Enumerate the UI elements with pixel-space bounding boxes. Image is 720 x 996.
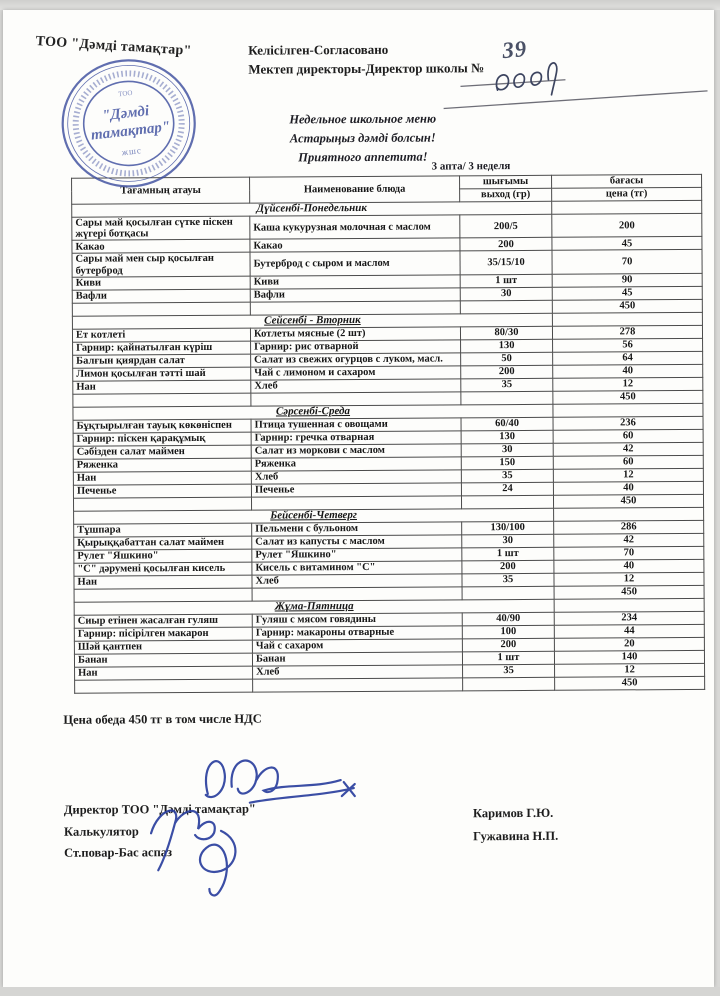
- dish-name-ru: Хлеб: [253, 665, 463, 679]
- output-value: 130: [461, 339, 553, 353]
- output-value: 1 шт: [460, 274, 552, 288]
- empty-cell: [73, 393, 251, 407]
- dish-name-ru: Каша кукурузная молочная с маслом: [250, 215, 460, 240]
- price-value: 45: [552, 237, 702, 251]
- empty-cell: [250, 301, 460, 315]
- dish-name-kk: Рулет "Яшкино": [74, 549, 252, 563]
- dish-name-ru: Гарнир: макароны отварные: [252, 626, 462, 640]
- company-name: ТОО "Дәмді тамақтар": [35, 33, 193, 59]
- dish-name-ru: Хлеб: [251, 379, 461, 393]
- day-total-value: 450: [554, 585, 704, 599]
- col-header-output-kk: шығымы: [460, 175, 552, 189]
- dish-name-kk: Бұқтырылған тауық көкөніспен: [73, 419, 251, 433]
- day-header: Сейсенбі - Вторник: [72, 313, 552, 329]
- col-header-output-ru: выход (гр): [460, 188, 552, 202]
- empty-cell: [74, 588, 252, 602]
- output-value: 80/30: [460, 326, 552, 340]
- price-value: 234: [554, 611, 704, 625]
- dish-name-kk: Банан: [74, 653, 252, 667]
- output-value: 130: [461, 430, 553, 444]
- output-value: 50: [461, 352, 553, 366]
- empty-cell: [253, 678, 463, 692]
- price-value: 12: [555, 663, 705, 677]
- dish-name-ru: Бутерброд с сыром и маслом: [250, 251, 460, 276]
- empty-cell: [251, 392, 461, 406]
- signatory-role-calculator: Калькулятор: [63, 823, 139, 839]
- dish-name-kk: Сары май қосылған сүтке піскен жүгері ботқасы: [72, 216, 250, 241]
- day-header: Бейсенбі-Четверг: [74, 508, 554, 524]
- stamp-center-line1: "Дәмді: [101, 103, 150, 125]
- day-total-value: 450: [553, 494, 703, 508]
- signatory-role-director: Директор ТОО "Дәмді тамақтар": [63, 801, 256, 817]
- output-value: 100: [462, 625, 554, 639]
- wish-ru: Приятного аппетита!: [298, 149, 428, 165]
- output-value: 40/90: [462, 612, 554, 626]
- output-value: 200/5: [460, 214, 552, 238]
- price-value: 40: [553, 481, 703, 495]
- output-value: 35: [461, 378, 553, 392]
- output-value: 30: [461, 443, 553, 457]
- signatory-name-karimov: Каримов Г.Ю.: [472, 805, 554, 821]
- handwritten-school-number: 39: [501, 35, 529, 64]
- day-header: Сәрсенбі-Среда: [73, 404, 553, 420]
- dish-name-kk: Печенье: [73, 484, 251, 498]
- day-total-row: [75, 676, 705, 693]
- dish-name-kk: Лимон қосылған тәтті шай: [73, 367, 251, 381]
- dish-name-ru: Салат из моркови с маслом: [251, 444, 461, 458]
- output-value: 30: [462, 534, 554, 548]
- dish-name-ru: Банан: [252, 652, 462, 666]
- output-value: 35: [461, 469, 553, 483]
- approval-line-2: Мектеп директоры-Директор школы №: [248, 60, 485, 77]
- price-value: 56: [553, 338, 703, 352]
- dish-name-kk: Нан: [73, 471, 251, 485]
- empty-cell: [460, 300, 552, 314]
- dish-name-ru: Чай с лимоном и сахаром: [251, 366, 461, 380]
- menu-title: Недельное школьное меню: [289, 111, 437, 127]
- day-header: Дүйсенбі-Понедельник: [72, 201, 552, 217]
- col-header-price-kk: бағасы: [552, 174, 702, 188]
- dish-name-ru: Какао: [250, 238, 460, 252]
- day-header: Жұма-Пятница: [74, 599, 554, 615]
- output-value: 130/100: [462, 521, 554, 535]
- empty-cell: [75, 679, 253, 693]
- document-content: [0, 8, 717, 989]
- dish-name-ru: Чай с сахаром: [252, 639, 462, 653]
- dish-name-ru: Печенье: [251, 483, 461, 497]
- company-stamp: [56, 55, 203, 196]
- empty-cell: [252, 587, 462, 601]
- price-value: 278: [552, 325, 702, 339]
- price-value: 12: [553, 377, 703, 391]
- output-value: 24: [461, 482, 553, 496]
- price-value: 140: [554, 650, 704, 664]
- price-value: 40: [554, 559, 704, 573]
- price-value: 64: [553, 351, 703, 365]
- price-value: 12: [553, 468, 703, 482]
- dish-name-ru: Салат из свежих огурцов с луком, масл.: [251, 353, 461, 367]
- dish-name-kk: Ет котлеті: [72, 328, 250, 342]
- price-value: 236: [553, 416, 703, 430]
- price-value: 90: [552, 273, 702, 287]
- col-header-price-ru: цена (тг): [552, 187, 702, 201]
- paper-page: [3, 10, 714, 987]
- day-total-value: 450: [555, 676, 705, 690]
- dish-name-ru: Хлеб: [251, 470, 461, 484]
- dish-name-kk: Балғын қиярдан салат: [73, 354, 251, 368]
- output-value: 200: [461, 365, 553, 379]
- dish-name-kk: Нан: [73, 380, 251, 394]
- empty-cell: [251, 496, 461, 510]
- approval-line-1: Келісілген-Согласовано: [248, 41, 389, 58]
- col-header-dish-kk: Тағамның атауы: [72, 177, 250, 204]
- output-value: 60/40: [461, 417, 553, 431]
- stamp-form-text: жшс: [121, 145, 143, 158]
- signatory-name-guzhavina: Гужавина Н.П.: [473, 828, 559, 843]
- output-value: 200: [462, 638, 554, 652]
- output-value: 1 шт: [462, 547, 554, 561]
- price-value: 12: [554, 572, 704, 586]
- dish-name-kk: Вафли: [72, 289, 250, 303]
- dish-name-kk: Сары май мен сыр қосылған бутерброд: [72, 253, 250, 278]
- output-value: 150: [461, 456, 553, 470]
- menu-table-body: [72, 200, 705, 693]
- col-header-dish-ru: Наименование блюда: [250, 176, 460, 203]
- signatory-names: [473, 802, 558, 848]
- dish-name-kk: Тұшпара: [74, 523, 252, 537]
- dish-name-kk: Нан: [75, 666, 253, 680]
- dish-name-kk: Шәй қантпен: [74, 640, 252, 654]
- empty-cell: [461, 391, 553, 405]
- empty-cell: [462, 586, 554, 600]
- empty-cell: [73, 497, 251, 511]
- output-value: 35/15/10: [460, 251, 552, 275]
- price-value: 42: [553, 442, 703, 456]
- menu-titles: [211, 109, 515, 168]
- day-total-value: 450: [553, 390, 703, 404]
- price-value: 45: [552, 286, 702, 300]
- dish-name-ru: Салат из капусты с маслом: [252, 535, 462, 549]
- empty-cell: [552, 200, 702, 214]
- dish-name-ru: Котлеты мясные (2 шт): [250, 327, 460, 341]
- dish-name-kk: Қырыққабаттан салат маймен: [74, 536, 252, 550]
- price-note: Цена обеда 450 тг в том числе НДС: [63, 711, 262, 727]
- dish-name-kk: Сәбізден салат маймен: [73, 445, 251, 459]
- empty-cell: [72, 302, 250, 316]
- price-value: 286: [554, 520, 704, 534]
- dish-name-kk: Какао: [72, 240, 250, 254]
- week-label: 3 апта/ 3 неделя: [431, 160, 511, 173]
- dish-name-ru: Пельмени с бульоном: [252, 522, 462, 536]
- dish-name-ru: Хлеб: [252, 574, 462, 588]
- dish-name-kk: Гарнир: пісірілген макарон: [74, 627, 252, 641]
- empty-cell: [463, 677, 555, 691]
- day-total-value: 450: [552, 299, 702, 313]
- dish-name-ru: Вафли: [250, 288, 460, 302]
- dish-name-ru: Гарнир: рис отварной: [251, 340, 461, 354]
- price-value: 70: [552, 250, 702, 274]
- scan-edge-bottom: [0, 987, 720, 996]
- price-value: 44: [554, 624, 704, 638]
- dish-name-ru: Кисель с витамином "С": [252, 561, 462, 575]
- output-value: 35: [463, 664, 555, 678]
- dish-name-ru: Киви: [250, 275, 460, 289]
- price-value: 20: [554, 637, 704, 651]
- dish-name-kk: Нан: [74, 575, 252, 589]
- menu-table: [71, 174, 705, 694]
- price-value: 60: [553, 455, 703, 469]
- stamp-center-line2: тамақтар": [90, 118, 171, 144]
- dish-name-ru: Гарнир: гречка отварная: [251, 431, 461, 445]
- empty-cell: [554, 598, 704, 612]
- dish-name-ru: Рулет "Яшкино": [252, 548, 462, 562]
- dish-name-kk: Сиыр етінен жасалған гуляш: [74, 614, 252, 628]
- empty-cell: [553, 403, 703, 417]
- price-value: 40: [553, 364, 703, 378]
- price-value: 200: [552, 213, 702, 237]
- price-value: 42: [554, 533, 704, 547]
- wish-kk: Астарыңыз дәмді болсын!: [289, 130, 436, 146]
- dish-name-kk: Гарнир: піскен қарақұмық: [73, 432, 251, 446]
- output-value: 35: [462, 573, 554, 587]
- empty-cell: [552, 312, 702, 326]
- dish-name-kk: Гарнир: қайнатылған күріш: [73, 341, 251, 355]
- price-value: 60: [553, 429, 703, 443]
- output-value: 30: [460, 287, 552, 301]
- output-value: 200: [460, 238, 552, 252]
- stamp-top-text: ТОО: [117, 88, 133, 99]
- empty-cell: [461, 495, 553, 509]
- footer-signatures: [127, 743, 378, 903]
- dish-name-ru: Ряженка: [251, 457, 461, 471]
- dish-name-ru: Гуляш с мясом говядины: [252, 613, 462, 627]
- dish-name-kk: "С" дәрумені қосылған кисель: [74, 562, 252, 576]
- output-value: 200: [462, 560, 554, 574]
- empty-cell: [554, 507, 704, 521]
- signatory-role-chef: Ст.повар-Бас аспаз: [64, 845, 173, 860]
- output-value: 1 шт: [462, 651, 554, 665]
- dish-name-ru: Птица тушенная с овощами: [251, 418, 461, 432]
- dish-name-kk: Ряженка: [73, 458, 251, 472]
- dish-name-kk: Киви: [72, 276, 250, 290]
- price-value: 70: [554, 546, 704, 560]
